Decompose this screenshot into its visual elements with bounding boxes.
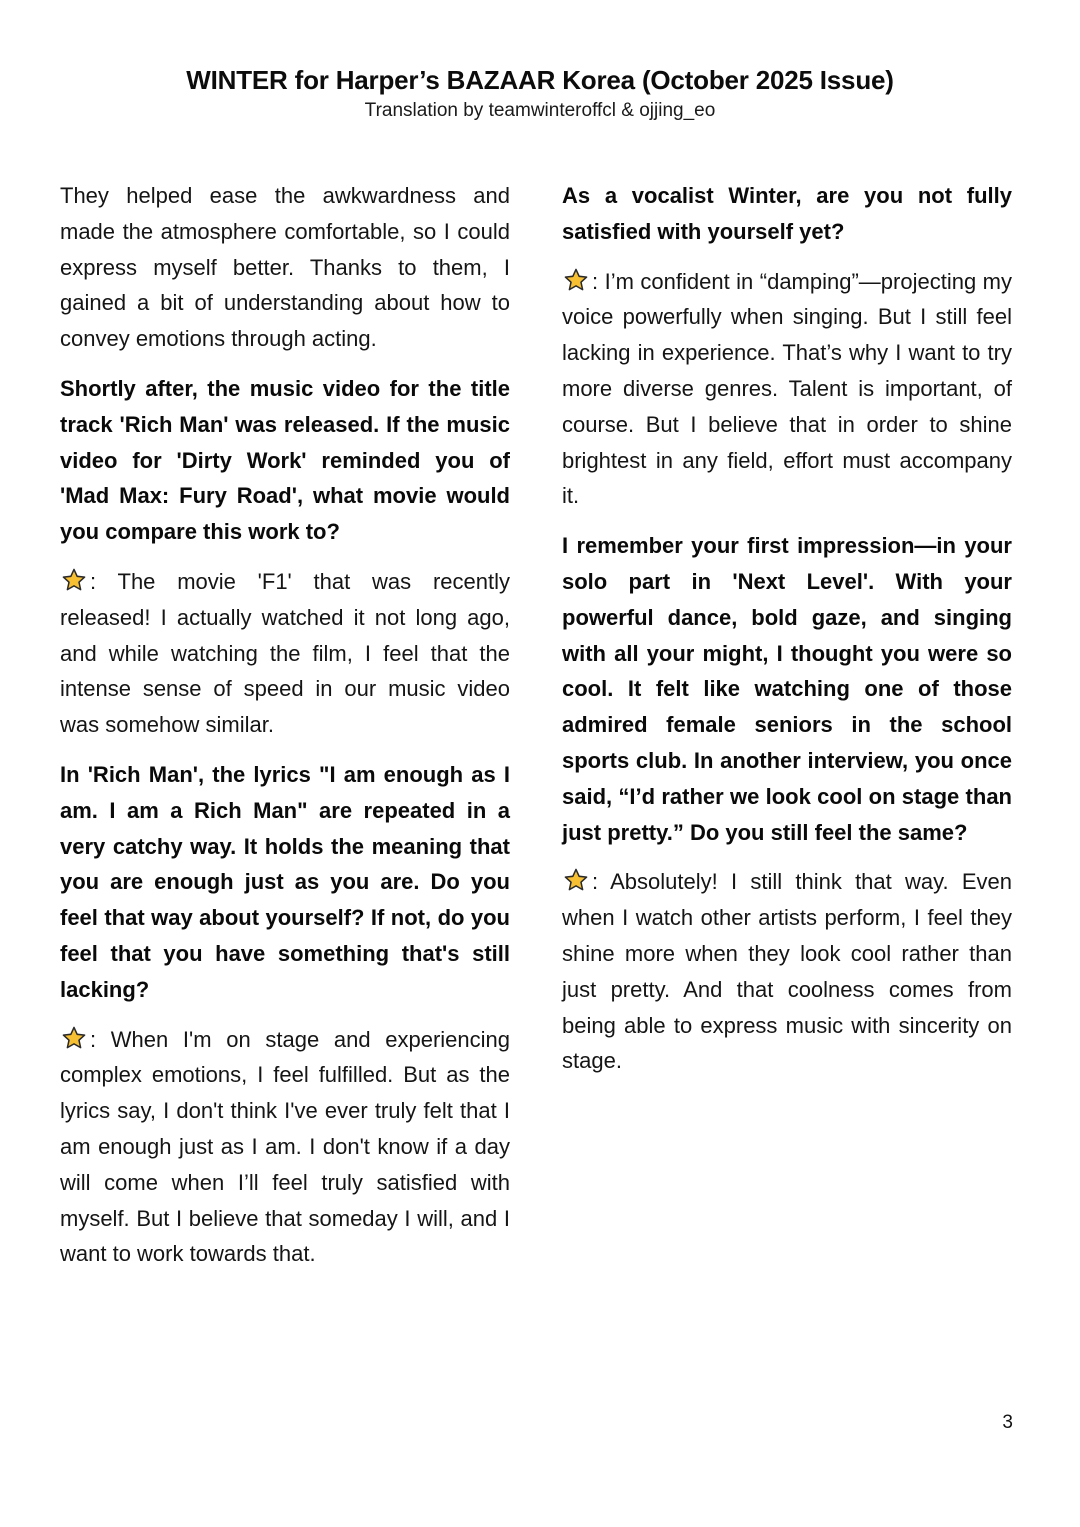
question-text: As a vocalist Winter, are you not fully satisfied with yourself yet?	[562, 183, 1012, 244]
interview-answer	[60, 1022, 510, 1273]
page-number: 3	[1002, 1412, 1013, 1433]
interview-answer	[562, 864, 1012, 1079]
interview-question	[562, 178, 1012, 250]
answer-text: : I’m confident in “damping”—projecting my voice powerfully when singing. But I still feel lacking in experience. That’s why I want to try more diverse genres. Talent is important, of course. But I believe that in order to shine brightest in any field, effort must accompany it.	[562, 268, 1012, 509]
answer-continued-paragraph	[60, 178, 510, 357]
star-icon	[562, 267, 590, 293]
document-header	[0, 62, 1080, 124]
question-text: I remember your first impression—in your solo part in 'Next Level'. With your powerful dance, bold gaze, and singing with all your might, I thought you were so cool. It felt like watching one of those admired female seniors in the school sports club. In another interview, you once said, “I’d rather we look cool on stage than just pretty.” Do you still feel the same?	[562, 533, 1012, 845]
interview-answer	[562, 264, 1012, 515]
answer-text: : The movie 'F1' that was recently released! I actually watched it not long ago, and while watching the film, I feel that the intense sense of speed in our music video was somehow similar.	[60, 568, 510, 738]
star-icon	[60, 1025, 88, 1051]
answer-text: : Absolutely! I still think that way. Even when I watch other artists perform, I feel they shine more when they look cool rather than just pretty. And that coolness comes from being able to express music with sincerity on stage.	[562, 869, 1012, 1074]
interview-question	[60, 371, 510, 550]
document-title: WINTER for Harper’s BAZAAR Korea (October 2025 Issue)	[186, 65, 894, 95]
star-icon	[60, 567, 88, 593]
answer-text: : When I'm on stage and experiencing complex emotions, I feel fulfilled. But as the lyrics say, I don't think I've ever truly felt that I am enough just as I am. I don't know if a day will come when I’ll feel truly satisfied with myself. But I believe that someday I will, and I want to work towards that.	[60, 1026, 510, 1267]
interview-answer	[60, 564, 510, 743]
interview-question	[562, 528, 1012, 850]
star-icon	[562, 867, 590, 893]
interview-question	[60, 757, 510, 1008]
translation-credit: Translation by teamwinteroffcl & ojjing_eo	[364, 100, 716, 121]
paragraph-text: They helped ease the awkwardness and made the atmosphere comfortable, so I could express myself better. Thanks to them, I gained a bit of understanding about how to convey emotions through acting.	[60, 183, 510, 352]
question-text: Shortly after, the music video for the title track 'Rich Man' was released. If the music video for 'Dirty Work' reminded you of 'Mad Max: Fury Road', what movie would you compare this work to?	[60, 375, 510, 545]
right-column	[562, 178, 1012, 1093]
left-column	[60, 178, 510, 1286]
question-text: In 'Rich Man', the lyrics "I am enough as I am. I am a Rich Man" are repeated in a very catchy way. It holds the meaning that you are enough just as you are. Do you feel that way about yourself? If not, do you feel that you have something that's still lacking?	[60, 761, 510, 1002]
